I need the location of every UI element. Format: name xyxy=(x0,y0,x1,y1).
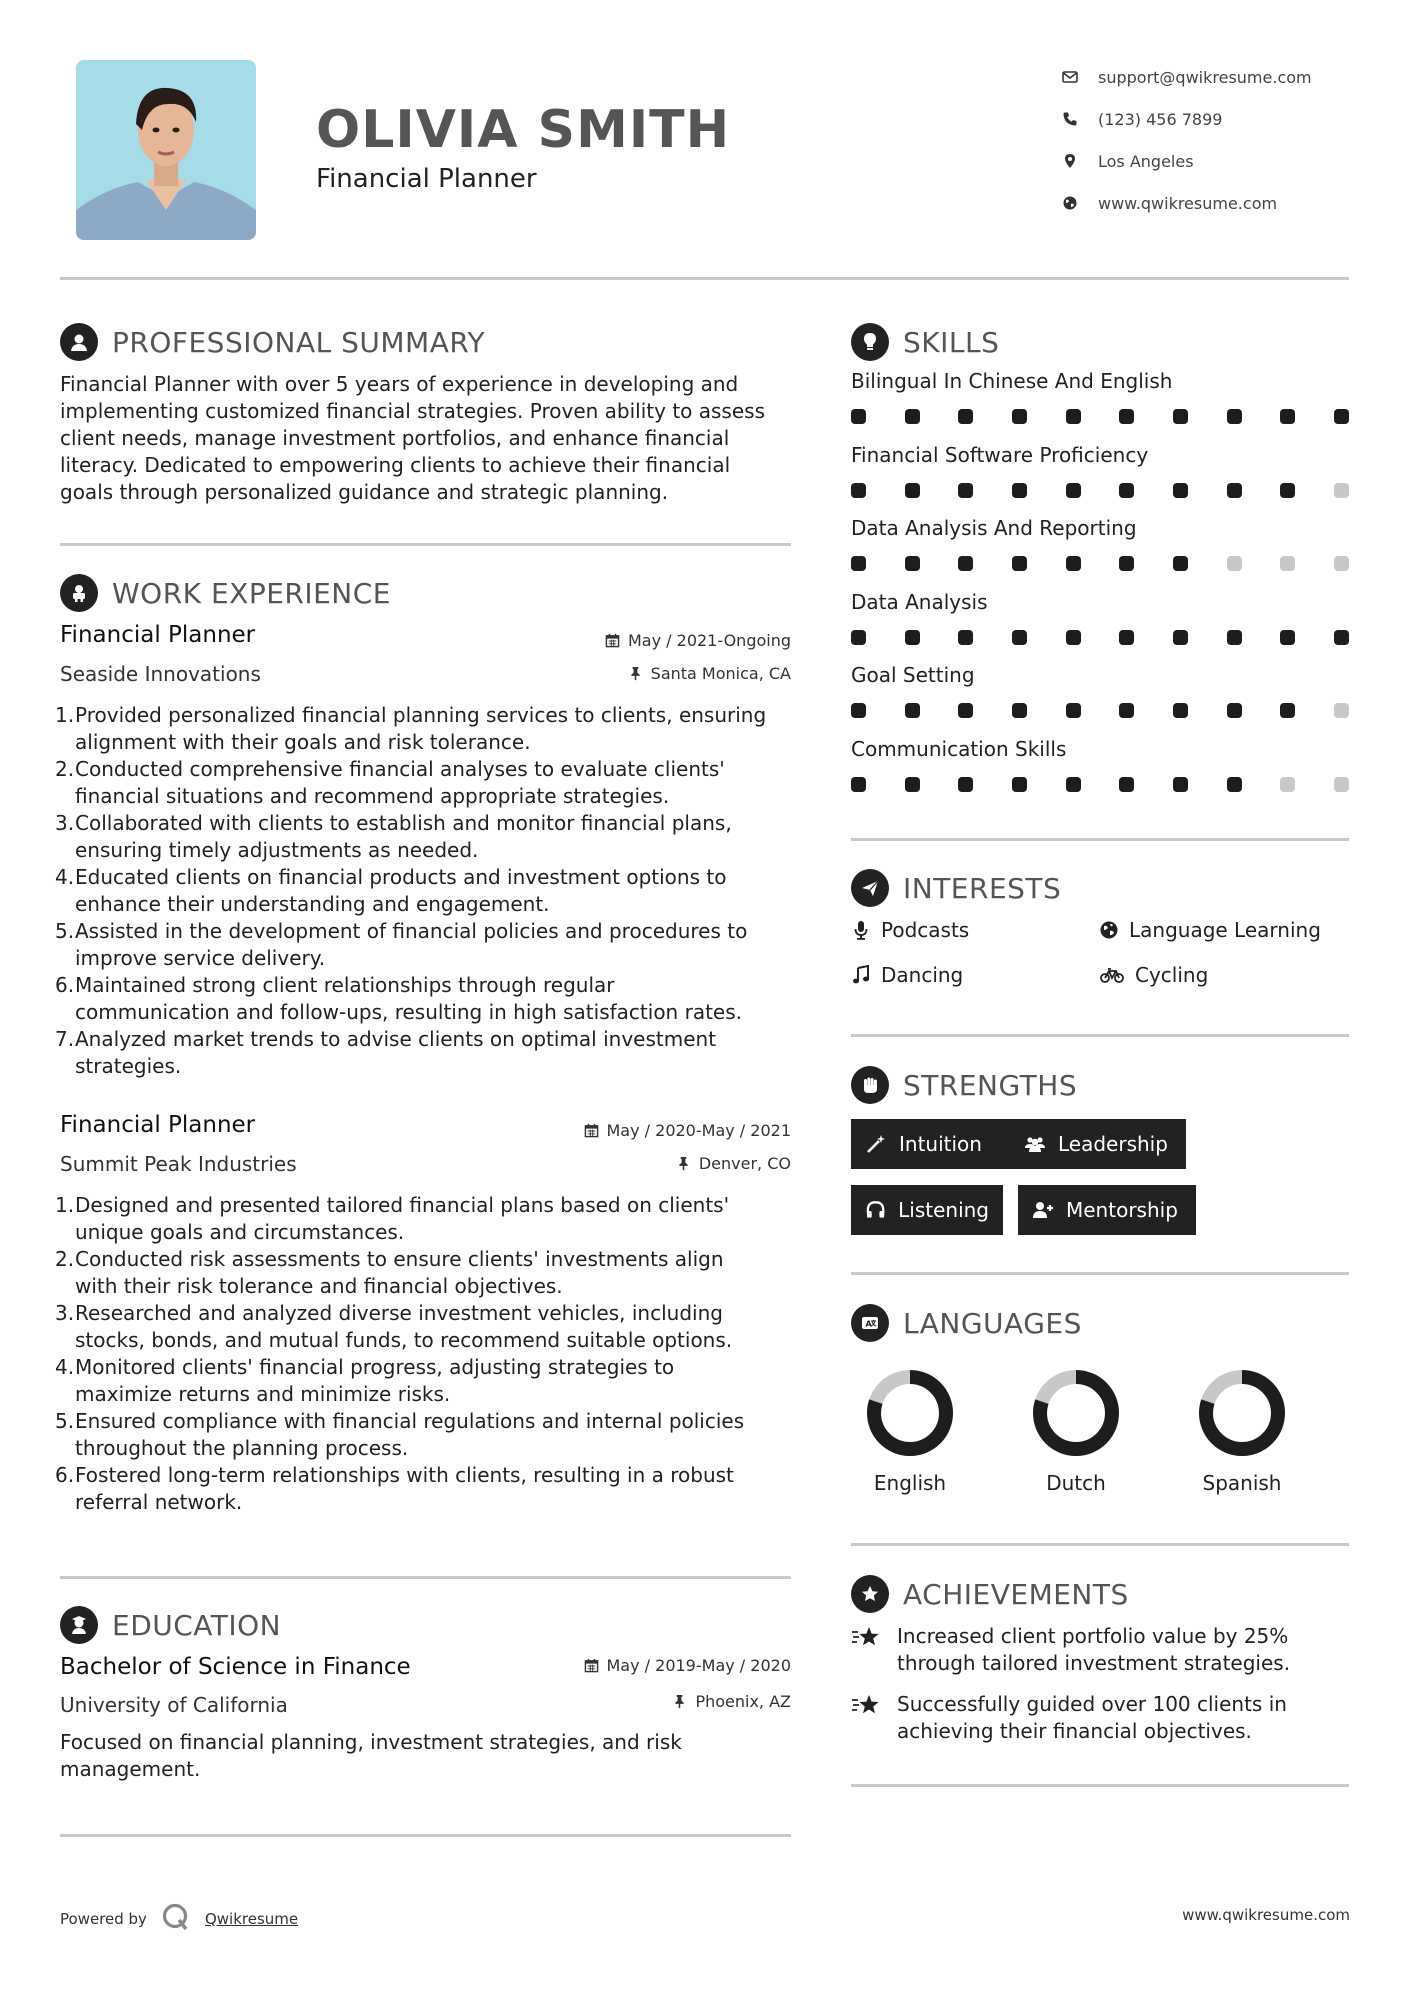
user-icon xyxy=(60,323,98,361)
rating-dot-empty xyxy=(1334,777,1349,792)
bicycle-icon xyxy=(1099,965,1125,985)
pin-icon xyxy=(628,666,643,681)
skill-name: Bilingual In Chinese And English xyxy=(851,369,1173,393)
list-item: 3. Collaborated with clients to establish and monitor financial plans, ensuring timely adjustments as needed. xyxy=(55,811,732,862)
header-divider xyxy=(60,277,1349,280)
rating-dot-filled xyxy=(1119,409,1134,424)
rating-dot-filled xyxy=(851,703,866,718)
skill-name: Data Analysis xyxy=(851,589,988,614)
interest-item: Podcasts xyxy=(851,918,969,942)
interests-heading xyxy=(851,869,1061,907)
summary-divider xyxy=(60,543,791,546)
achievements-heading xyxy=(851,1575,1129,1613)
languages-divider xyxy=(851,1543,1349,1546)
headphones-icon xyxy=(865,1199,886,1221)
degree-title: Bachelor of Science in Finance xyxy=(60,1654,411,1680)
job-dates xyxy=(500,1121,791,1140)
list-item: 6. Fostered long-term relationships with clients, resulting in a robust referral network. xyxy=(55,1463,734,1514)
rating-dot-filled xyxy=(1334,630,1349,645)
rating-dot-filled xyxy=(958,409,973,424)
svg-text:A: A xyxy=(865,1319,872,1329)
users-icon xyxy=(1024,1133,1046,1155)
skill-name: Financial Software Proficiency xyxy=(851,442,1149,467)
rating-dot-filled xyxy=(905,630,920,645)
school-name: University of California xyxy=(60,1693,288,1717)
rating-dot-filled xyxy=(1066,409,1081,424)
skill-rating xyxy=(851,703,1349,718)
list-item: 2. Conducted comprehensive financial analyses to evaluate clients' financial situations and recommend appropriate strategies. xyxy=(55,757,725,808)
job-location-text: Santa Monica, CA xyxy=(650,664,791,683)
job-dates xyxy=(500,631,791,650)
rating-dot-filled xyxy=(958,483,973,498)
rating-dot-filled xyxy=(958,556,973,571)
language-item xyxy=(1187,1367,1297,1495)
experience-heading xyxy=(60,574,391,612)
rating-dot-empty xyxy=(1280,777,1295,792)
list-item: 5. Assisted in the development of financial policies and procedures to improve service delivery. xyxy=(55,919,748,970)
rating-dot-filled xyxy=(1066,630,1081,645)
language-name: Dutch xyxy=(1046,1471,1106,1495)
lightbulb-icon xyxy=(851,323,889,361)
rating-dot-filled xyxy=(905,409,920,424)
rating-dot-filled xyxy=(1066,556,1081,571)
summary-title: PROFESSIONAL SUMMARY xyxy=(112,325,486,359)
rating-dot-filled xyxy=(1227,409,1242,424)
strengths-heading xyxy=(851,1066,1077,1104)
strengths-title: STRENGTHS xyxy=(903,1068,1078,1102)
strengths-divider xyxy=(851,1272,1349,1275)
rating-dot-empty xyxy=(1334,556,1349,571)
list-item: 3. Researched and analyzed diverse investment vehicles, including stocks, bonds, and mutual funds, to recommend suitable options. xyxy=(55,1301,733,1352)
job-company: Summit Peak Industries xyxy=(60,1152,297,1176)
rating-dot-filled xyxy=(851,556,866,571)
pin-icon xyxy=(676,1156,691,1171)
candidate-name: OLIVIA SMITH xyxy=(316,100,731,160)
candidate-role: Financial Planner xyxy=(316,164,537,194)
contact-list xyxy=(1062,56,1362,224)
summary-line: literacy. Dedicated to empowering clients to achieve their financial xyxy=(60,453,731,477)
envelope-icon xyxy=(1062,69,1098,85)
job-location-text: Denver, CO xyxy=(698,1154,791,1173)
job-title: Financial Planner xyxy=(60,622,256,648)
rating-dot-filled xyxy=(1227,703,1242,718)
summary-line: Financial Planner with over 5 years of experience in developing and xyxy=(60,372,739,396)
language-icon xyxy=(851,1304,889,1342)
list-item: 6. Maintained strong client relationships through regular communication and follow-ups, resulting in high satisfaction rates. xyxy=(55,973,742,1024)
footer-url[interactable]: www.qwikresume.com xyxy=(1182,1906,1350,1924)
phone-icon xyxy=(1062,111,1098,127)
rating-dot-filled xyxy=(1012,556,1027,571)
rating-dot-filled xyxy=(1119,777,1134,792)
rating-dot-filled xyxy=(851,483,866,498)
profile-photo xyxy=(76,60,256,240)
user-plus-icon xyxy=(1032,1199,1054,1221)
interest-item: Dancing xyxy=(851,963,963,987)
job-company: Seaside Innovations xyxy=(60,662,261,686)
list-item: 5. Ensured compliance with financial regulations and internal policies throughout the planning process. xyxy=(55,1409,745,1460)
strength-chip: Intuition xyxy=(851,1119,1010,1169)
interest-item: Cycling xyxy=(1099,963,1208,987)
contact-website-text: www.qwikresume.com xyxy=(1098,193,1278,213)
skill-rating xyxy=(851,409,1349,424)
footer-branding xyxy=(60,1902,298,1936)
rating-dot-filled xyxy=(1227,483,1242,498)
rating-dot-filled xyxy=(1012,630,1027,645)
interest-item: Language Learning xyxy=(1099,918,1321,942)
job-location xyxy=(500,664,791,683)
rating-dot-filled xyxy=(1012,409,1027,424)
star-burst-icon xyxy=(851,1693,881,1719)
rating-dot-filled xyxy=(958,777,973,792)
contact-phone[interactable] xyxy=(1062,98,1362,140)
skill-rating xyxy=(851,483,1349,498)
strength-chip: Mentorship xyxy=(1018,1185,1196,1235)
education-divider xyxy=(60,1834,791,1837)
summary-heading xyxy=(60,323,485,361)
rating-dot-filled xyxy=(1012,777,1027,792)
language-level-ring xyxy=(1030,1367,1122,1459)
fist-icon xyxy=(851,1066,889,1104)
rating-dot-filled xyxy=(1227,777,1242,792)
interests-divider xyxy=(851,1034,1349,1037)
rating-dot-filled xyxy=(851,409,866,424)
rating-dot-filled xyxy=(1173,556,1188,571)
globe-icon xyxy=(1099,920,1119,940)
rating-dot-filled xyxy=(905,703,920,718)
graduate-icon xyxy=(60,1606,98,1644)
job-bullets xyxy=(55,702,800,1080)
rating-dot-empty xyxy=(1280,556,1295,571)
rating-dot-filled xyxy=(1334,409,1349,424)
powered-by-text: Powered by xyxy=(60,1910,147,1928)
education-title: EDUCATION xyxy=(112,1608,282,1642)
contact-email-text: support@qwikresume.com xyxy=(1098,67,1312,87)
strength-chip: Leadership xyxy=(1010,1119,1186,1169)
star-burst-icon xyxy=(851,1625,881,1651)
rating-dot-filled xyxy=(1119,703,1134,718)
list-item: 1. Provided personalized financial planning services to clients, ensuring alignment with their goals and risk tolerance. xyxy=(55,703,767,754)
globe-icon xyxy=(1062,195,1098,211)
rating-dot-filled xyxy=(1012,703,1027,718)
magic-wand-icon xyxy=(865,1133,887,1155)
achievements-divider xyxy=(851,1784,1349,1787)
qwikresume-link[interactable]: Qwikresume xyxy=(204,1910,299,1928)
languages-heading xyxy=(851,1304,1082,1342)
language-level-ring xyxy=(1196,1367,1288,1459)
rating-dot-filled xyxy=(1066,703,1081,718)
job-title: Financial Planner xyxy=(60,1112,256,1138)
job-location xyxy=(500,1154,791,1173)
skill-rating xyxy=(851,777,1349,792)
education-text: Focused on financial planning, investment strategies, and risk management. xyxy=(60,1730,682,1781)
language-item xyxy=(1021,1367,1131,1495)
skill-rating xyxy=(851,556,1349,571)
rating-dot-filled xyxy=(1280,630,1295,645)
rating-dot-filled xyxy=(1119,483,1134,498)
contact-phone-text: (123) 456 7899 xyxy=(1098,109,1223,129)
rating-dot-filled xyxy=(1173,703,1188,718)
rating-dot-filled xyxy=(1173,483,1188,498)
language-name: English xyxy=(873,1471,947,1495)
job-dates-text: May / 2021-Ongoing xyxy=(628,631,791,650)
education-heading xyxy=(60,1606,281,1644)
rating-dot-filled xyxy=(1227,630,1242,645)
skill-rating xyxy=(851,630,1349,645)
rating-dot-filled xyxy=(1280,703,1295,718)
calendar-icon xyxy=(584,1658,599,1673)
pin-icon xyxy=(672,1694,687,1709)
rating-dot-filled xyxy=(1173,630,1188,645)
calendar-icon xyxy=(605,633,620,648)
list-item: 4. Educated clients on financial products and investment options to enhance their understanding and engagement. xyxy=(55,865,727,916)
list-item: 2. Conducted risk assessments to ensure clients' investments align with their risk tolerance and financial objectives. xyxy=(55,1247,724,1298)
summary-line: goals through personalized guidance and strategic planning. xyxy=(60,480,669,504)
education-dates-text: May / 2019-May / 2020 xyxy=(606,1656,791,1675)
rating-dot-filled xyxy=(958,630,973,645)
rating-dot-filled xyxy=(1173,409,1188,424)
microphone-icon xyxy=(851,920,871,940)
contact-location xyxy=(1062,140,1362,182)
rating-dot-filled xyxy=(1066,483,1081,498)
rating-dot-empty xyxy=(1227,556,1242,571)
language-name: Spanish xyxy=(1202,1471,1282,1495)
rating-dot-filled xyxy=(1280,483,1295,498)
award-icon xyxy=(851,1575,889,1613)
education-dates xyxy=(500,1656,791,1675)
skill-name: Goal Setting xyxy=(851,663,975,687)
education-location-text: Phoenix, AZ xyxy=(695,1692,791,1711)
rating-dot-empty xyxy=(1334,483,1349,498)
contact-website[interactable] xyxy=(1062,182,1362,224)
summary-text xyxy=(60,371,800,506)
summary-line: client needs, manage investment portfolios, and enhance financial xyxy=(60,426,730,450)
rating-dot-filled xyxy=(1119,630,1134,645)
skills-heading xyxy=(851,323,999,361)
rating-dot-filled xyxy=(905,777,920,792)
job-dates-text: May / 2020-May / 2021 xyxy=(606,1121,791,1140)
languages-title: LANGUAGES xyxy=(903,1306,1082,1340)
experience-divider xyxy=(60,1576,791,1579)
music-note-icon xyxy=(851,965,871,985)
summary-line: implementing customized financial strategies. Proven ability to assess xyxy=(60,399,765,423)
qwikresume-logo-icon xyxy=(161,1902,191,1936)
skills-title: SKILLS xyxy=(903,325,1000,359)
language-level-ring xyxy=(864,1367,956,1459)
list-item: 1. Designed and presented tailored financial plans based on clients' unique goals and circumstances. xyxy=(55,1193,730,1244)
rating-dot-filled xyxy=(1012,483,1027,498)
education-location xyxy=(500,1692,791,1711)
achievement-item: Successfully guided over 100 clients in achieving their financial objectives. xyxy=(851,1691,1349,1745)
contact-email[interactable] xyxy=(1062,56,1362,98)
skill-name: Communication Skills xyxy=(851,736,1067,761)
skill-name: Data Analysis And Reporting xyxy=(851,516,1137,540)
rating-dot-filled xyxy=(905,556,920,571)
rating-dot-filled xyxy=(905,483,920,498)
paper-plane-icon xyxy=(851,869,889,907)
experience-title: WORK EXPERIENCE xyxy=(112,576,391,610)
map-pin-icon xyxy=(1062,153,1098,169)
achievements-title: ACHIEVEMENTS xyxy=(903,1577,1129,1611)
language-item xyxy=(855,1367,965,1495)
calendar-icon xyxy=(584,1123,599,1138)
strength-chip: Listening xyxy=(851,1185,1003,1235)
list-item: 7. Analyzed market trends to advise clients on optimal investment strategies. xyxy=(55,1027,717,1078)
job-bullets xyxy=(55,1192,800,1516)
list-item: 4. Monitored clients' financial progress, adjusting strategies to maximize returns and minimize risks. xyxy=(55,1355,675,1406)
rating-dot-filled xyxy=(1066,777,1081,792)
skills-divider xyxy=(851,838,1349,841)
achievement-item: Increased client portfolio value by 25% through tailored investment strategies. xyxy=(851,1623,1349,1677)
briefcase-icon xyxy=(60,574,98,612)
rating-dot-filled xyxy=(1280,409,1295,424)
interests-title: INTERESTS xyxy=(903,871,1062,905)
rating-dot-filled xyxy=(1173,777,1188,792)
rating-dot-empty xyxy=(1334,703,1349,718)
rating-dot-filled xyxy=(851,777,866,792)
contact-location-text: Los Angeles xyxy=(1098,151,1194,171)
rating-dot-filled xyxy=(851,630,866,645)
rating-dot-filled xyxy=(958,703,973,718)
rating-dot-filled xyxy=(1119,556,1134,571)
